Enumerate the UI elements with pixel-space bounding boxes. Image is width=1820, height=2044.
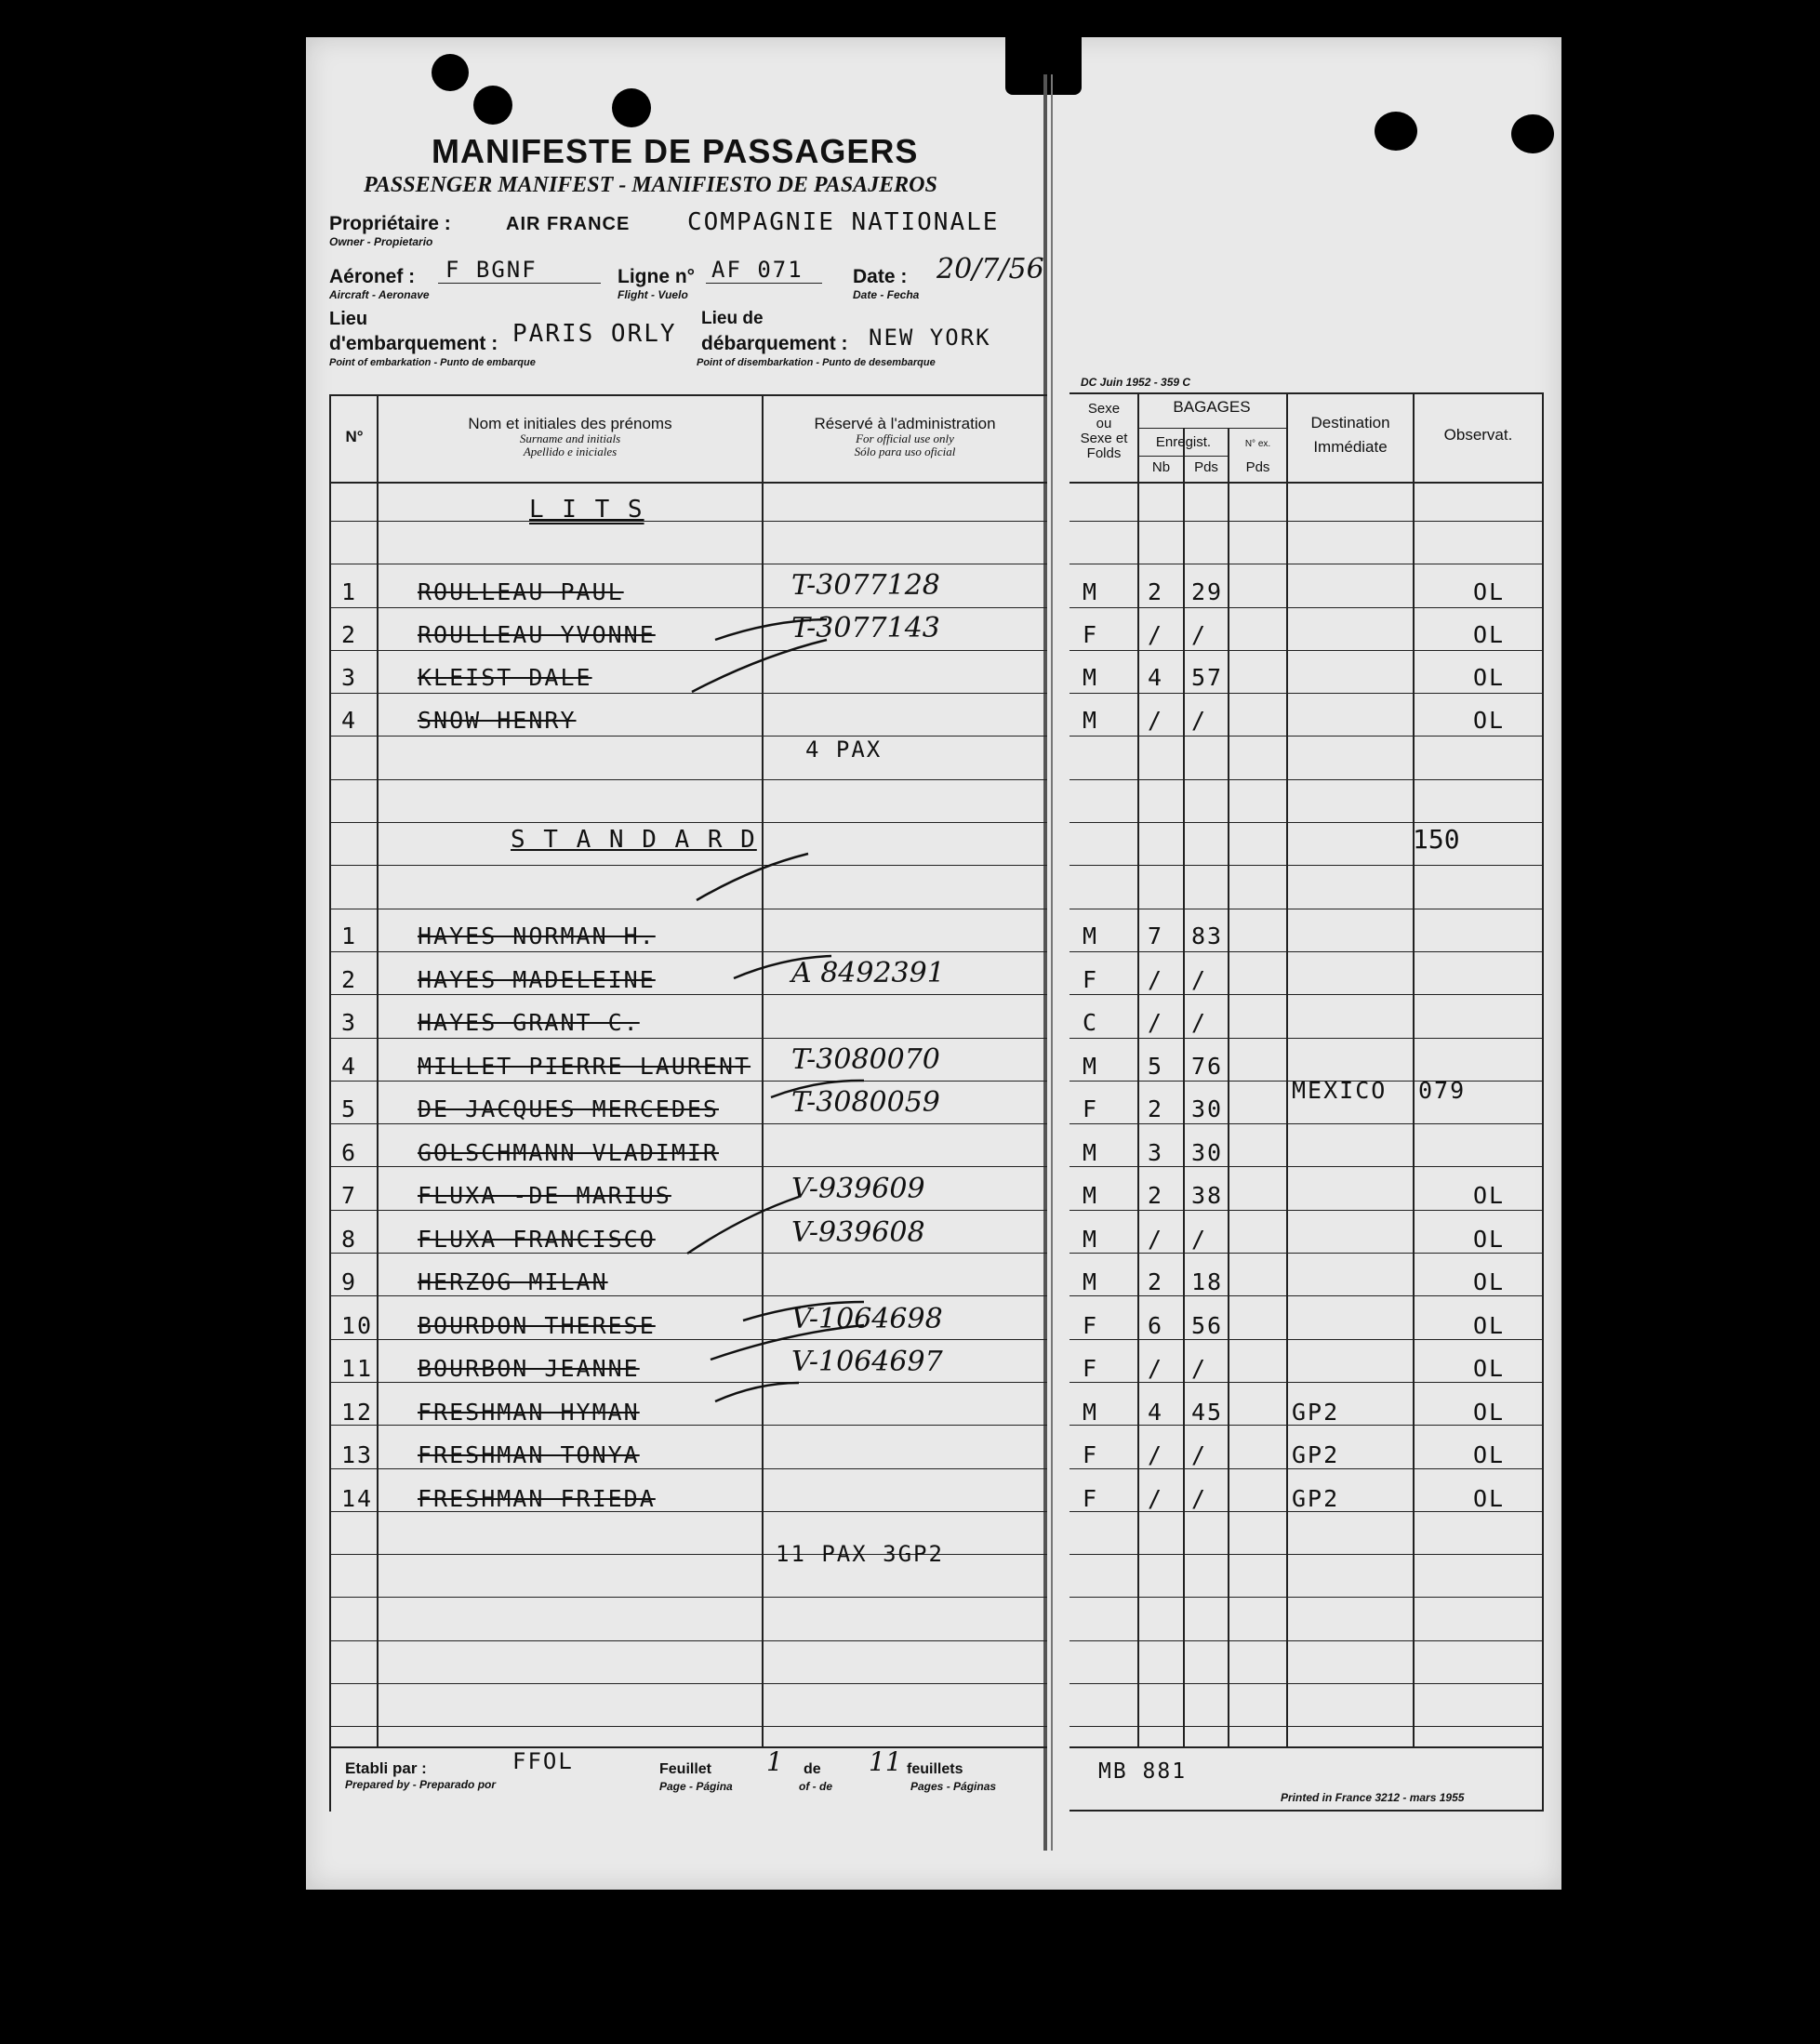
cell-dest: MEXICO xyxy=(1292,1077,1388,1104)
cell-pds: / xyxy=(1191,1484,1208,1512)
cell-nb: / xyxy=(1148,1441,1164,1468)
cell-dest: GP2 xyxy=(1292,1398,1340,1426)
cell-pds: / xyxy=(1191,1355,1208,1382)
cell-nb: 7 xyxy=(1148,922,1164,949)
cell-no: 1 xyxy=(341,578,358,605)
cell-pds: 18 xyxy=(1191,1268,1224,1295)
cell-pds: / xyxy=(1191,1441,1208,1468)
cell-no: 4 xyxy=(341,707,358,734)
prepared-label: Etabli par : xyxy=(345,1759,427,1777)
cell-pds: 30 xyxy=(1191,1095,1224,1122)
flight-value: AF 071 xyxy=(711,257,804,283)
cell-name: FLUXA -DE MARIUS xyxy=(418,1182,671,1209)
cell-nb: 2 xyxy=(1148,1095,1164,1122)
cell-name: SNOW HENRY xyxy=(418,707,577,734)
cell-no: 5 xyxy=(341,1095,358,1122)
owner-sublabel: Owner - Propietario xyxy=(329,235,433,248)
aircraft-value: F BGNF xyxy=(445,257,538,283)
pen-stroke xyxy=(715,619,827,640)
cell-no: 3 xyxy=(341,664,358,691)
col-header-admin-es: Sólo para uso oficial xyxy=(854,445,956,458)
disembark-value: NEW YORK xyxy=(869,325,991,351)
pen-stroke xyxy=(743,1302,864,1321)
flight-label: Ligne n° xyxy=(618,266,696,287)
standard-total: 11 PAX 3GP2 xyxy=(776,1541,944,1567)
cell-nb: / xyxy=(1148,1484,1164,1512)
pen-stroke xyxy=(687,1197,799,1254)
cell-nb: 4 xyxy=(1148,1398,1164,1426)
total-value: 11 xyxy=(869,1746,902,1777)
cell-nb: / xyxy=(1148,1225,1164,1253)
cell-name: GOLSCHMANN VLADIMIR xyxy=(418,1138,719,1166)
manifest-title: MANIFESTE DE PASSAGERS xyxy=(432,132,919,170)
cell-obs: OL xyxy=(1473,621,1506,648)
cell-admin: T-3077143 xyxy=(791,612,940,644)
embark-label: Lieu xyxy=(329,309,368,329)
cell-sex: C xyxy=(1083,1009,1099,1036)
cell-name: KLEIST DALE xyxy=(418,664,592,691)
cell-sex: F xyxy=(1083,1441,1099,1468)
cell-nb: / xyxy=(1148,965,1164,993)
col-header-bagages: BAGAGES xyxy=(1173,398,1251,416)
cell-sex: F xyxy=(1083,621,1099,648)
cell-obs: OL xyxy=(1473,1484,1506,1512)
cell-name: FRESHMAN TONYA xyxy=(418,1441,640,1468)
cell-no: 1 xyxy=(341,922,358,949)
col-header-name-fr: Nom et initiales des prénoms xyxy=(468,415,672,432)
cell-name: HERZOG MILAN xyxy=(418,1268,608,1295)
cell-sex: F xyxy=(1083,1311,1099,1339)
pen-stroke xyxy=(711,1325,864,1360)
embark-value: PARIS ORLY xyxy=(512,320,677,348)
cell-admin: V-1064697 xyxy=(791,1346,943,1378)
cell-no: 2 xyxy=(341,621,358,648)
cell-no: 10 xyxy=(341,1311,374,1339)
cell-sex: F xyxy=(1083,1355,1099,1382)
cell-pds: 45 xyxy=(1191,1398,1224,1426)
flight-sublabel: Flight - Vuelo xyxy=(618,288,688,301)
cell-admin: V-1064698 xyxy=(791,1302,943,1335)
cell-sex: M xyxy=(1083,1225,1099,1253)
cell-pds: 38 xyxy=(1191,1182,1224,1209)
cell-no: 2 xyxy=(341,965,358,993)
disembark-label: débarquement : xyxy=(701,333,848,354)
cell-obs: OL xyxy=(1473,1441,1506,1468)
cell-sex: F xyxy=(1083,965,1099,993)
owner-label: Propriétaire : xyxy=(329,213,451,234)
cell-pds: 76 xyxy=(1191,1052,1224,1080)
cell-sex: M xyxy=(1083,1268,1099,1295)
cell-sex: M xyxy=(1083,1182,1099,1209)
cell-no: 8 xyxy=(341,1225,358,1253)
cell-no: 12 xyxy=(341,1398,374,1426)
pen-stroke xyxy=(715,1383,799,1401)
cell-name: FRESHMAN FRIEDA xyxy=(418,1484,656,1512)
cell-pds: 56 xyxy=(1191,1311,1224,1339)
handwritten-strokes xyxy=(306,37,1561,1890)
col-header-pds2: Pds xyxy=(1245,459,1270,475)
cell-admin: T-3077128 xyxy=(791,569,940,602)
cell-sex: M xyxy=(1083,707,1099,734)
cell-pds: 30 xyxy=(1191,1138,1224,1166)
manifest-subtitle: PASSENGER MANIFEST - MANIFIESTO DE PASAJEROS xyxy=(364,173,937,197)
embark-label: d'embarquement : xyxy=(329,333,498,354)
cell-nb: 4 xyxy=(1148,664,1164,691)
cell-name: BOURDON THERESE xyxy=(418,1311,656,1339)
col-header-obs: Observat. xyxy=(1443,426,1513,444)
of-sublabel: of - de xyxy=(799,1780,832,1793)
cell-nb: / xyxy=(1148,621,1164,648)
col-header-enreg: Enregist. xyxy=(1155,434,1212,450)
cell-nb: / xyxy=(1148,1355,1164,1382)
cell-name: FRESHMAN HYMAN xyxy=(418,1398,640,1426)
cell-sex: F xyxy=(1083,1484,1099,1512)
disembark-sublabel: Point of disembarkation - Punto de desembarque xyxy=(697,357,936,368)
aircraft-label: Aéronef : xyxy=(329,266,416,287)
cell-sex: M xyxy=(1083,664,1099,691)
col-header-admin-fr: Réservé à l'administration xyxy=(814,415,996,432)
sheets-sublabel: Pages - Páginas xyxy=(910,1780,997,1793)
cell-obs: OL xyxy=(1473,1268,1506,1295)
cell-no: 14 xyxy=(341,1484,374,1512)
pen-stroke xyxy=(771,1081,864,1097)
col-header-pds: Pds xyxy=(1194,459,1218,475)
cell-name: FLUXA FRANCISCO xyxy=(418,1225,656,1253)
manifest-sheet xyxy=(306,37,1561,1890)
cell-sex: M xyxy=(1083,578,1099,605)
cell-no: 13 xyxy=(341,1441,374,1468)
cell-sex: M xyxy=(1083,1398,1099,1426)
cell-pds: / xyxy=(1191,621,1208,648)
standard-note: 150 xyxy=(1413,824,1460,855)
sheets-label: feuillets xyxy=(907,1761,963,1777)
cell-obs: OL xyxy=(1473,1225,1506,1253)
section-lits: L I T S xyxy=(529,496,644,524)
prepared-sublabel: Prepared by - Preparado por xyxy=(345,1778,497,1791)
cell-name: BOURBON JEANNE xyxy=(418,1355,640,1382)
cell-dest: GP2 xyxy=(1292,1484,1340,1512)
cell-no: 6 xyxy=(341,1138,358,1166)
cell-sex: F xyxy=(1083,1095,1099,1122)
cell-admin: V-939609 xyxy=(791,1173,925,1205)
cell-pds: 83 xyxy=(1191,922,1224,949)
cell-name: DE JACQUES MERCEDES xyxy=(418,1095,719,1122)
cell-obs: 079 xyxy=(1418,1077,1467,1104)
sheet-value: 1 xyxy=(766,1746,783,1777)
cell-sex: M xyxy=(1083,922,1099,949)
printed-note: Printed in France 3212 - mars 1955 xyxy=(1281,1791,1465,1804)
col-header-nex: N° ex. xyxy=(1244,439,1271,449)
aircraft-sublabel: Aircraft - Aeronave xyxy=(329,288,430,301)
cell-dest: GP2 xyxy=(1292,1441,1340,1468)
col-header-sex: Sexe ou Sexe et Folds xyxy=(1080,401,1128,461)
cell-no: 4 xyxy=(341,1052,358,1080)
cell-pds: / xyxy=(1191,1009,1208,1036)
col-header-admin-en: For official use only xyxy=(856,431,954,445)
cell-obs: OL xyxy=(1473,1355,1506,1382)
cell-no: 3 xyxy=(341,1009,358,1036)
sheet-sublabel: Page - Página xyxy=(659,1780,733,1793)
pen-stroke xyxy=(697,854,808,900)
cell-nb: 2 xyxy=(1148,1182,1164,1209)
cell-obs: OL xyxy=(1473,707,1506,734)
owner-value: AIR FRANCE xyxy=(506,214,631,234)
cell-pds: / xyxy=(1191,707,1208,734)
cell-obs: OL xyxy=(1473,664,1506,691)
prepared-value: FFOL xyxy=(512,1748,574,1774)
pen-stroke xyxy=(692,640,827,692)
cell-name: HAYES MADELEINE xyxy=(418,965,656,993)
cell-nb: / xyxy=(1148,707,1164,734)
embark-sublabel: Point of embarkation - Punto de embarque xyxy=(329,357,536,368)
form-reference: DC Juin 1952 - 359 C xyxy=(1081,376,1191,389)
col-header-nb: Nb xyxy=(1151,459,1171,475)
cell-nb: / xyxy=(1148,1009,1164,1036)
cell-no: 11 xyxy=(341,1355,374,1382)
cell-pds: / xyxy=(1191,1225,1208,1253)
disembark-label: Lieu de xyxy=(701,309,764,328)
pen-stroke xyxy=(734,956,831,978)
cell-admin: A 8492391 xyxy=(791,956,945,989)
cell-nb: 6 xyxy=(1148,1311,1164,1339)
section-standard: S T A N D A R D xyxy=(511,826,757,854)
date-label: Date : xyxy=(853,266,908,287)
cell-name: ROULLEAU YVONNE xyxy=(418,621,656,648)
date-sublabel: Date - Fecha xyxy=(853,288,920,301)
col-header-name-es: Apellido e iniciales xyxy=(523,445,618,458)
cell-sex: M xyxy=(1083,1052,1099,1080)
cell-pds: 29 xyxy=(1191,578,1224,605)
cell-admin: V-939608 xyxy=(791,1215,925,1249)
cell-name: HAYES GRANT C. xyxy=(418,1009,640,1036)
owner-typed: COMPAGNIE NATIONALE xyxy=(687,208,1000,236)
cell-no: 7 xyxy=(341,1182,358,1209)
lits-total: 4 PAX xyxy=(805,737,883,763)
cell-no: 9 xyxy=(341,1268,358,1295)
cell-name: ROULLEAU PAUL xyxy=(418,578,624,605)
footer-ref: MB 881 xyxy=(1098,1759,1188,1784)
cell-nb: 3 xyxy=(1148,1138,1164,1166)
cell-nb: 2 xyxy=(1148,1268,1164,1295)
cell-obs: OL xyxy=(1473,1398,1506,1426)
cell-name: HAYES NORMAN H. xyxy=(418,922,656,949)
date-value: 20/7/56 xyxy=(937,253,1044,285)
cell-pds: / xyxy=(1191,965,1208,993)
cell-name: MILLET PIERRE LAURENT xyxy=(418,1052,751,1080)
cell-pds: 57 xyxy=(1191,664,1224,691)
cell-sex: M xyxy=(1083,1138,1099,1166)
cell-obs: OL xyxy=(1473,1311,1506,1339)
col-header-dest: Destination Immédiate xyxy=(1310,414,1390,456)
col-header-no: N° xyxy=(345,428,364,445)
cell-admin: T-3080059 xyxy=(791,1086,940,1119)
cell-obs: OL xyxy=(1473,1182,1506,1209)
col-header-name-en: Surname and initials xyxy=(519,431,621,445)
sheet-label: Feuillet xyxy=(659,1761,712,1777)
cell-nb: 2 xyxy=(1148,578,1164,605)
cell-nb: 5 xyxy=(1148,1052,1164,1080)
of-label: de xyxy=(804,1761,821,1777)
cell-obs: OL xyxy=(1473,578,1506,605)
cell-admin: T-3080070 xyxy=(791,1042,940,1076)
